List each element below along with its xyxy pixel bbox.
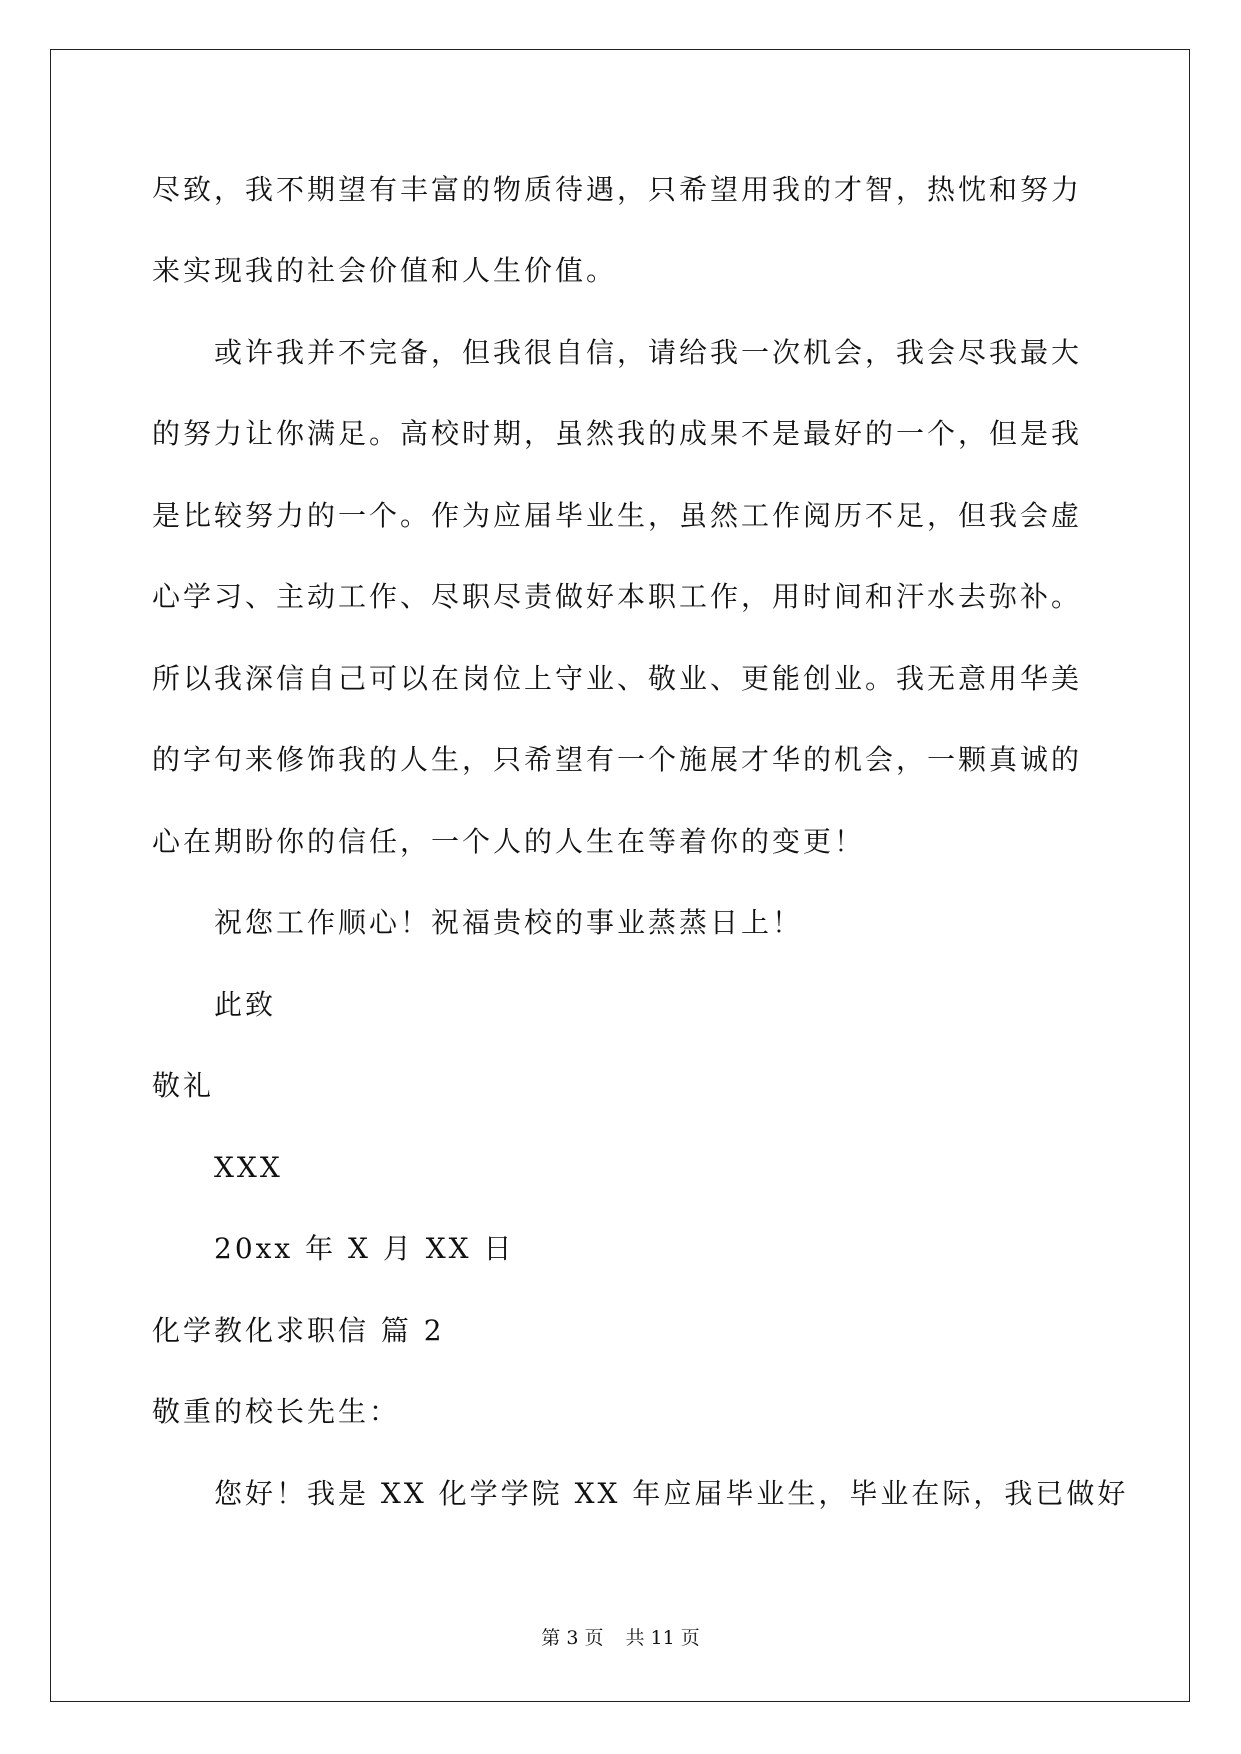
page-total: 共 11 页 xyxy=(625,1627,700,1649)
section-heading: 化学教化求职信 篇 2 xyxy=(152,1314,445,1347)
text-line: 或许我并不完备，但我很自信，请给我一次机会，我会尽我最大 xyxy=(214,336,1083,369)
text-line: 心学习、主动工作、尽职尽责做好本职工作，用时间和汗水去弥补。 xyxy=(152,580,1083,613)
text-line: 祝您工作顺心！祝福贵校的事业蒸蒸日上！ xyxy=(214,906,804,939)
text-line: 心在期盼你的信任，一个人的人生在等着你的变更！ xyxy=(152,825,866,858)
greeting-line: 敬重的校长先生： xyxy=(152,1395,401,1428)
closing-line: 此致 xyxy=(214,988,277,1021)
salutation-line: 敬礼 xyxy=(152,1069,215,1102)
text-line: 您好！我是 XX 化学学院 XX 年应届毕业生，毕业在际，我已做好 xyxy=(214,1477,1129,1510)
text-line: 所以我深信自己可以在岗位上守业、敬业、更能创业。我无意用华美 xyxy=(152,662,1083,695)
text-line: 来实现我的社会价值和人生价值。 xyxy=(152,254,618,287)
signature-name: XXX xyxy=(214,1151,283,1184)
page-footer xyxy=(0,1626,1241,1650)
page-number: 第 3 页 xyxy=(541,1627,604,1649)
signature-date: 20xx 年 X 月 XX 日 xyxy=(214,1232,515,1265)
text-line: 尽致，我不期望有丰富的物质待遇，只希望用我的才智，热忱和努力 xyxy=(152,173,1083,206)
text-line: 的努力让你满足。高校时期，虽然我的成果不是最好的一个，但是我 xyxy=(152,417,1083,450)
text-line: 是比较努力的一个。作为应届毕业生，虽然工作阅历不足，但我会虚 xyxy=(152,499,1083,532)
text-line: 的字句来修饰我的人生，只希望有一个施展才华的机会，一颗真诚的 xyxy=(152,743,1083,776)
page-border xyxy=(50,49,1190,1702)
